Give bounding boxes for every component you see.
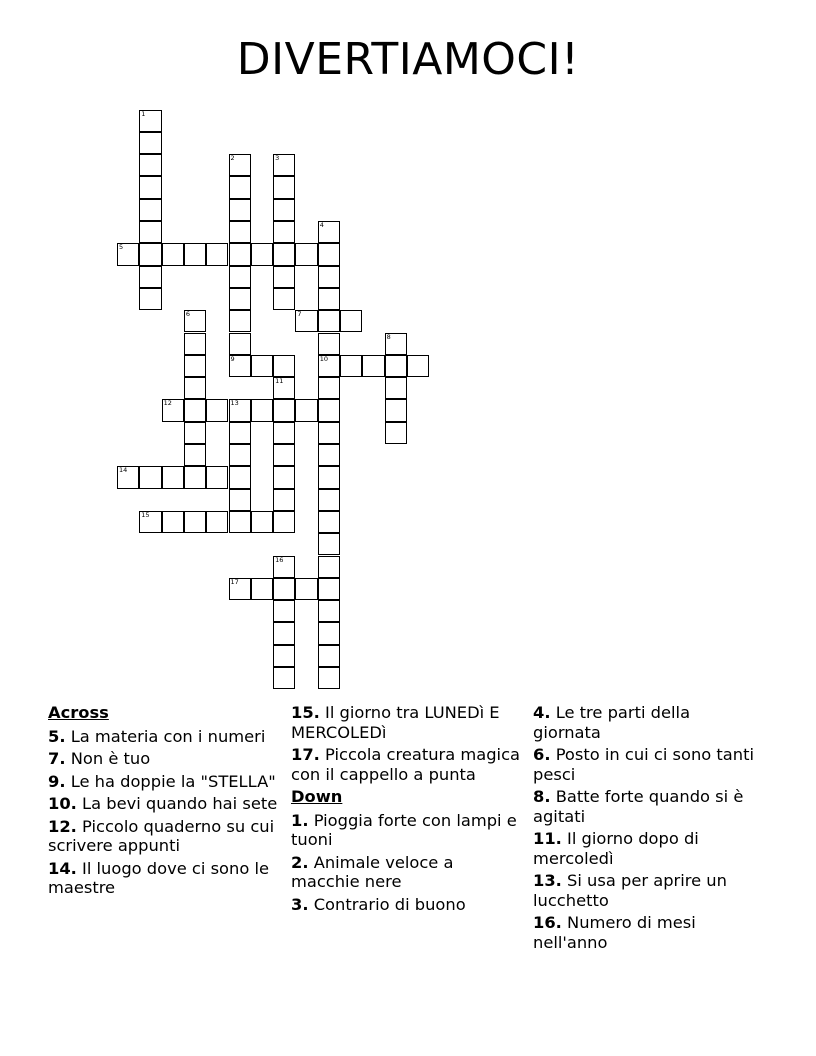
grid-cell[interactable] <box>139 110 161 132</box>
clue-text: Non è tuo <box>65 749 151 768</box>
clue-number: 5. <box>48 726 66 746</box>
grid-cell[interactable] <box>318 422 340 444</box>
clue-item <box>533 913 763 952</box>
grid-cell[interactable] <box>184 310 206 332</box>
clue-text: La materia con i numeri <box>65 726 266 746</box>
clue-item <box>291 853 521 892</box>
grid-cell[interactable] <box>318 667 340 689</box>
cell-number: 15 <box>141 510 150 519</box>
clue-column-1 <box>48 703 278 901</box>
clue-heading: Across <box>48 703 109 722</box>
grid-cell[interactable] <box>229 176 251 198</box>
cell-number: 1 <box>141 109 146 118</box>
clue-text: Piccola creatura magica con il cappello a punta <box>291 745 520 784</box>
grid-cell[interactable] <box>318 511 340 533</box>
grid-cell[interactable] <box>251 511 273 533</box>
clue-column-2 <box>291 703 521 917</box>
grid-cell[interactable] <box>318 533 340 555</box>
grid-cell[interactable] <box>407 355 429 377</box>
grid-cell[interactable] <box>229 511 251 533</box>
grid-cell[interactable] <box>139 288 161 310</box>
clue-number: 4. <box>533 703 551 722</box>
clue-text: La bevi quando hai sete <box>76 794 278 813</box>
grid-cell[interactable] <box>318 399 340 421</box>
grid-cell[interactable] <box>162 399 184 421</box>
grid-cell[interactable] <box>117 243 139 265</box>
cell-number: 17 <box>230 577 239 586</box>
clue-item <box>533 871 763 910</box>
clue-text: Il giorno tra LUNEDì E MERCOLEDì <box>291 703 500 742</box>
grid-cell[interactable] <box>139 132 161 154</box>
grid-cell[interactable] <box>229 333 251 355</box>
grid-cell[interactable] <box>318 645 340 667</box>
grid-cell[interactable] <box>229 221 251 243</box>
grid-cell[interactable] <box>340 310 362 332</box>
grid-cell[interactable] <box>229 466 251 488</box>
clue-item <box>291 811 521 850</box>
grid-cell[interactable] <box>139 511 161 533</box>
grid-cell[interactable] <box>139 154 161 176</box>
grid-cell[interactable] <box>318 288 340 310</box>
grid-cell[interactable] <box>184 511 206 533</box>
cell-number: 14 <box>119 466 128 475</box>
grid-cell[interactable] <box>295 243 317 265</box>
grid-cell[interactable] <box>385 422 407 444</box>
grid-cell[interactable] <box>362 355 384 377</box>
grid-cell[interactable] <box>139 466 161 488</box>
grid-cell[interactable] <box>229 288 251 310</box>
clue-item <box>291 703 521 742</box>
grid-cell[interactable] <box>295 399 317 421</box>
clue-text: Numero di mesi nell'anno <box>533 913 696 952</box>
clue-text: Piccolo quaderno su cui scrivere appunti <box>48 816 275 855</box>
clue-item <box>48 772 278 792</box>
grid-cell[interactable] <box>139 176 161 198</box>
clue-column-3 <box>533 703 763 955</box>
grid-cell[interactable] <box>184 243 206 265</box>
grid-cell[interactable] <box>295 578 317 600</box>
grid-cell[interactable] <box>184 422 206 444</box>
clue-text: Batte forte quando si è agitati <box>533 787 744 826</box>
grid-cell[interactable] <box>184 355 206 377</box>
grid-cell[interactable] <box>139 266 161 288</box>
clue-item <box>291 895 521 915</box>
grid-cell[interactable] <box>273 221 295 243</box>
grid-cell[interactable] <box>184 377 206 399</box>
clue-number: 10. <box>48 794 77 813</box>
grid-cell[interactable] <box>139 243 161 265</box>
grid-cell[interactable] <box>318 600 340 622</box>
grid-cell[interactable] <box>273 578 295 600</box>
grid-cell[interactable] <box>229 578 251 600</box>
grid-cell[interactable] <box>273 444 295 466</box>
grid-cell[interactable] <box>318 444 340 466</box>
clue-number: 13. <box>533 871 562 890</box>
grid-cell[interactable] <box>273 355 295 377</box>
cell-number: 2 <box>230 154 235 163</box>
grid-cell[interactable] <box>385 377 407 399</box>
grid-cell[interactable] <box>273 645 295 667</box>
grid-cell[interactable] <box>318 578 340 600</box>
grid-cell[interactable] <box>318 556 340 578</box>
cell-number: 8 <box>386 332 391 341</box>
grid-cell[interactable] <box>206 466 228 488</box>
grid-cell[interactable] <box>273 622 295 644</box>
grid-cell[interactable] <box>273 154 295 176</box>
grid-cell[interactable] <box>229 399 251 421</box>
grid-cell[interactable] <box>318 266 340 288</box>
clue-item <box>533 745 763 784</box>
clue-text: Il giorno dopo di mercoledì <box>533 829 699 868</box>
grid-cell[interactable] <box>273 556 295 578</box>
grid-cell[interactable] <box>385 399 407 421</box>
cell-number: 3 <box>275 154 280 163</box>
clue-item <box>48 817 278 856</box>
puzzle-title: DIVERTIAMOCI! <box>236 34 580 85</box>
grid-cell[interactable] <box>184 399 206 421</box>
clue-text: Il luogo dove ci sono le maestre <box>48 858 270 897</box>
grid-cell[interactable] <box>229 199 251 221</box>
clue-number: 14. <box>48 858 77 878</box>
clue-item <box>533 787 763 826</box>
grid-cell[interactable] <box>206 511 228 533</box>
clue-number: 15. <box>291 703 320 722</box>
cell-number: 11 <box>275 377 284 386</box>
grid-cell[interactable] <box>229 154 251 176</box>
clue-text: Le ha doppie la "STELLA" <box>65 771 276 791</box>
grid-cell[interactable] <box>273 600 295 622</box>
grid-cell[interactable] <box>273 466 295 488</box>
cell-number: 6 <box>185 310 191 319</box>
clue-number: 16. <box>533 913 562 932</box>
grid-cell[interactable] <box>318 622 340 644</box>
grid-cell[interactable] <box>273 243 295 265</box>
grid-cell[interactable] <box>385 333 407 355</box>
cell-number: 16 <box>275 555 284 564</box>
grid-cell[interactable] <box>318 243 340 265</box>
grid-cell[interactable] <box>162 466 184 488</box>
clue-heading: Down <box>291 787 343 806</box>
clue-text: Le tre parti della giornata <box>533 703 691 742</box>
grid-cell[interactable] <box>229 422 251 444</box>
grid-cell[interactable] <box>162 511 184 533</box>
grid-cell[interactable] <box>229 444 251 466</box>
grid-cell[interactable] <box>318 221 340 243</box>
clue-number: 17. <box>291 745 320 764</box>
clue-number: 1. <box>291 810 309 830</box>
grid-cell[interactable] <box>251 355 273 377</box>
clue-item <box>48 859 278 898</box>
cell-number: 9 <box>230 354 235 363</box>
grid-cell[interactable] <box>273 511 295 533</box>
grid-cell[interactable] <box>251 243 273 265</box>
grid-cell[interactable] <box>251 578 273 600</box>
grid-cell[interactable] <box>385 355 407 377</box>
grid-cell[interactable] <box>251 399 273 421</box>
clue-text: Animale veloce a macchie nere <box>291 852 454 891</box>
grid-cell[interactable] <box>273 288 295 310</box>
grid-cell[interactable] <box>273 377 295 399</box>
grid-cell[interactable] <box>229 310 251 332</box>
clue-number: 9. <box>48 771 66 791</box>
grid-cell[interactable] <box>162 243 184 265</box>
grid-cell[interactable] <box>206 243 228 265</box>
grid-cell[interactable] <box>139 199 161 221</box>
grid-cell[interactable] <box>184 444 206 466</box>
clue-item <box>48 727 278 747</box>
grid-cell[interactable] <box>229 243 251 265</box>
grid-cell[interactable] <box>318 310 340 332</box>
grid-cell[interactable] <box>229 489 251 511</box>
cell-number: 12 <box>163 399 172 408</box>
grid-cell[interactable] <box>273 266 295 288</box>
clue-number: 2. <box>291 852 309 872</box>
grid-cell[interactable] <box>273 422 295 444</box>
grid-cell[interactable] <box>117 466 139 488</box>
cell-number: 5 <box>119 243 124 252</box>
clue-item <box>291 745 521 784</box>
clue-number: 3. <box>291 894 309 914</box>
grid-cell[interactable] <box>229 355 251 377</box>
clue-number: 7. <box>48 749 66 768</box>
grid-cell[interactable] <box>139 221 161 243</box>
grid-cell[interactable] <box>318 489 340 511</box>
clue-item <box>533 703 763 742</box>
clue-item <box>533 829 763 868</box>
grid-cell[interactable] <box>273 399 295 421</box>
grid-cell[interactable] <box>273 489 295 511</box>
clue-number: 8. <box>533 787 551 806</box>
clue-number: 11. <box>533 829 562 848</box>
clue-number: 6. <box>533 745 551 764</box>
clue-text: Contrario di buono <box>308 894 466 914</box>
grid-cell[interactable] <box>295 310 317 332</box>
grid-cell[interactable] <box>318 466 340 488</box>
grid-cell[interactable] <box>273 199 295 221</box>
grid-cell[interactable] <box>273 667 295 689</box>
grid-cell[interactable] <box>318 333 340 355</box>
cell-number: 7 <box>297 310 302 319</box>
grid-cell[interactable] <box>229 266 251 288</box>
grid-cell[interactable] <box>184 333 206 355</box>
clue-item <box>48 794 278 814</box>
grid-cell[interactable] <box>340 355 362 377</box>
clue-item <box>48 749 278 769</box>
cell-number: 4 <box>319 221 324 229</box>
grid-cell[interactable] <box>206 399 228 421</box>
clue-number: 12. <box>48 816 77 836</box>
grid-cell[interactable] <box>184 466 206 488</box>
grid-cell[interactable] <box>273 176 295 198</box>
grid-cell[interactable] <box>318 377 340 399</box>
cell-number: 13 <box>230 399 239 408</box>
clue-text: Posto in cui ci sono tanti pesci <box>533 745 755 784</box>
clue-text: Si usa per aprire un lucchetto <box>533 871 727 910</box>
cell-number: 10 <box>319 354 328 363</box>
clue-text: Pioggia forte con lampi e tuoni <box>291 810 517 849</box>
grid-cell[interactable] <box>318 355 340 377</box>
